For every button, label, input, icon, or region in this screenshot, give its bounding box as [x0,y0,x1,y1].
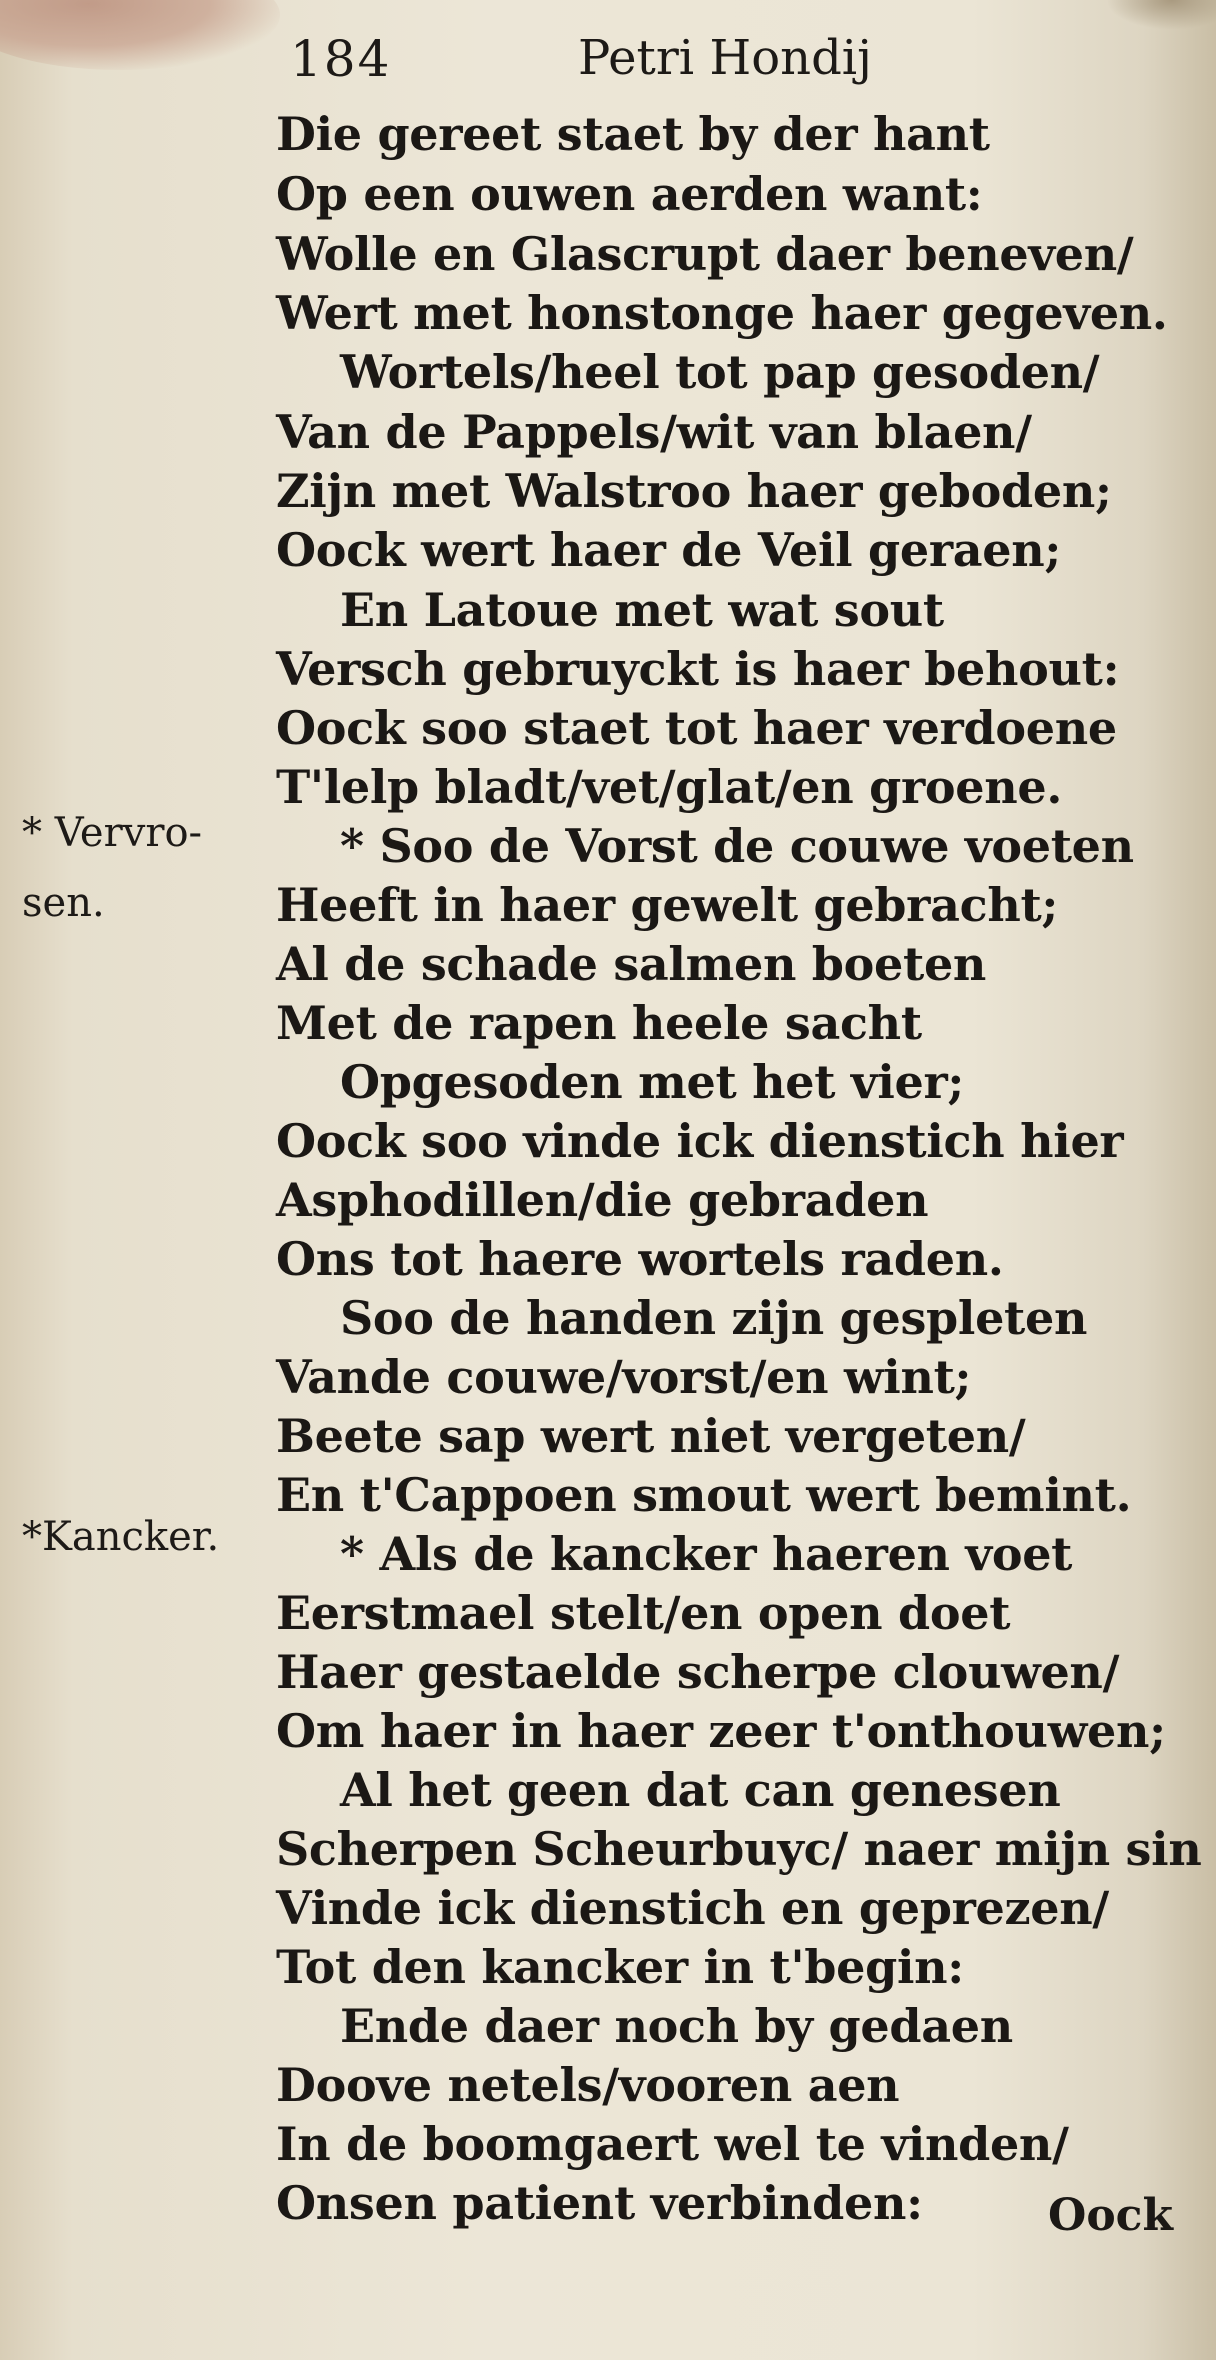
verse-line: Oock soo staet tot haer verdoene [276,701,1117,755]
verse-line: Wortels/heel tot pap gesoden/ [340,345,1100,399]
verse-line: Van de Pappels/wit van blaen/ [276,405,1032,459]
margin-note-vervrosen-continued: sen. [22,880,105,926]
verse-line: In de boomgaert wel te vinden/ [276,2117,1069,2171]
verse-line: Al het geen dat can genesen [340,1763,1061,1817]
verse-line: T'lelp bladt/vet/glat/en groene. [276,760,1063,814]
verse-line: Asphodillen/die gebraden [276,1173,929,1227]
verse-line: Haer gestaelde scherpe clouwen/ [276,1645,1120,1699]
verse-line: Op een ouwen aerden want: [276,167,983,221]
verse-line: Doove netels/vooren aen [276,2058,900,2112]
page-header [290,26,1146,96]
verse-line: Scherpen Scheurbuyc/ naer mijn sin [276,1822,1202,1876]
verse-line: Vinde ick dienstich en geprezen/ [276,1881,1109,1935]
corner-stain [0,0,280,70]
margin-note-kancker: *Kancker. [22,1514,220,1560]
verse-line: Eerstmael stelt/en open doet [276,1586,1011,1640]
verse-line: Wert met honstonge haer gegeven. [276,286,1168,340]
verse-line: En Latoue met wat sout [340,583,944,637]
verse-line: Oock soo vinde ick dienstich hier [276,1114,1124,1168]
verse-line: Met de rapen heele sacht [276,996,922,1050]
verse-line: Die gereet staet by der hant [276,107,990,161]
catchword: Oock [1048,2190,1173,2241]
page-number: 184 [290,30,392,88]
verse-line: En t'Cappoen smout wert bemint. [276,1468,1132,1522]
verse-line: Zijn met Walstroo haer geboden; [276,464,1112,518]
verse-line: Onsen patient verbinden: [276,2176,923,2230]
verse-line: * Als de kancker haeren voet [340,1527,1073,1581]
verse-line: Tot den kancker in t'begin: [276,1940,964,1994]
margin-note-vervrosen: * Vervro- [22,810,203,856]
verse-line: Ons tot haere wortels raden. [276,1232,1004,1286]
verse-line: Om haer in haer zeer t'onthouwen; [276,1704,1166,1758]
verse-line: Wolle en Glascrupt daer beneven/ [276,227,1134,281]
verse-line: Versch gebruyckt is haer behout: [276,642,1120,696]
verse-line: Opgesoden met het vier; [340,1055,965,1109]
verse-line: Soo de handen zijn gespleten [340,1291,1088,1345]
verse-line: Beete sap wert niet vergeten/ [276,1409,1026,1463]
verse-line: Oock wert haer de Veil geraen; [276,523,1062,577]
verse-line: Ende daer noch by gedaen [340,1999,1013,2053]
verse-line: * Soo de Vorst de couwe voeten [340,819,1134,873]
verse-line: Vande couwe/vorst/en wint; [276,1350,972,1404]
verse-line: Heeft in haer gewelt gebracht; [276,878,1059,932]
running-head: Petri Hondij [578,30,873,86]
verse-line: Al de schade salmen boeten [276,937,987,991]
